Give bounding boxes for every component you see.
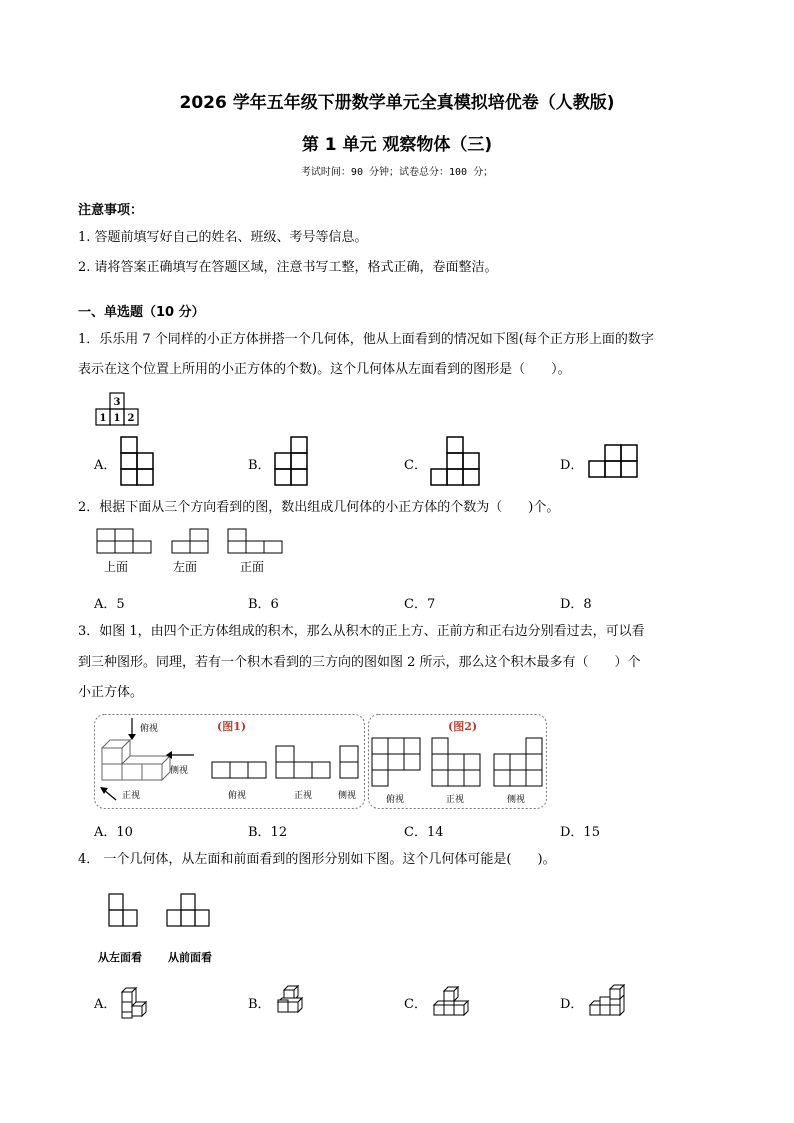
q3-figure1-title: (图1) bbox=[217, 720, 247, 733]
q4-option-b[interactable]: B． bbox=[248, 997, 271, 1012]
q3-fig1-view1-label: 俯视 bbox=[228, 791, 247, 801]
q1-num-right: 2 bbox=[127, 413, 135, 424]
q1-num-top: 3 bbox=[113, 397, 121, 408]
q2-text-line1: 2．根据下面从三个方向看到的图，数出组成几何体的小正方体的个数为（ )个。 bbox=[78, 500, 560, 515]
q1-num-left: 1 bbox=[99, 413, 107, 424]
q2-top-view-figure bbox=[96, 528, 156, 554]
q2-option-c[interactable]: C．7 bbox=[404, 597, 436, 612]
q2-option-a[interactable]: A．5 bbox=[94, 597, 125, 612]
q4-option-d[interactable]: D． bbox=[560, 997, 584, 1012]
exam-info: 考试时间：90 分钟；试卷总分：100 分； bbox=[300, 167, 494, 178]
q4-front-view-figure bbox=[166, 893, 210, 929]
q3-fig2-label-top: 俯视 bbox=[386, 795, 405, 805]
notice-item-1: 1. 答题前填写好自己的姓名、班级、考号等信息。 bbox=[78, 230, 368, 245]
q4-label-front: 从前面看 bbox=[168, 951, 212, 964]
q1-option-b[interactable]: B． bbox=[248, 458, 271, 473]
q1-text-line1: 1．乐乐用 7 个同样的小正方体拼搭一个几何体，他从上面看到的情况如下图(每个正方形上面的数字 bbox=[78, 332, 654, 347]
q3-fig1-arrow-top-label: 俯视 bbox=[140, 724, 159, 734]
q3-text-line2: 到三种图形。同理，若有一个积木看到的三方向的图如图 2 所示，那么这个积木最多有（ ）个 bbox=[78, 655, 641, 670]
q1-option-d[interactable]: D． bbox=[560, 458, 584, 473]
q1-num-middle: 1 bbox=[113, 413, 121, 424]
q3-text-line3: 小正方体。 bbox=[78, 685, 144, 700]
q1-text-line2: 表示在这个位置上所用的小正方体的个数)。这个几何体从左面看到的图形是（ ）。 bbox=[78, 362, 571, 377]
q2-label-top: 上面 bbox=[104, 560, 129, 574]
q4-option-c[interactable]: C． bbox=[404, 997, 427, 1012]
q2-left-view-figure bbox=[171, 528, 213, 554]
q3-figure2-title: (图2) bbox=[448, 720, 478, 733]
q3-option-c[interactable]: C．14 bbox=[404, 825, 444, 840]
q4-option-d-figure bbox=[588, 983, 628, 1019]
q4-option-b-figure bbox=[276, 986, 310, 1020]
q2-front-view-figure bbox=[227, 528, 287, 554]
q1-option-a[interactable]: A． bbox=[94, 458, 117, 473]
q1-option-a-figure bbox=[120, 436, 154, 486]
q3-option-a[interactable]: A．10 bbox=[94, 825, 133, 840]
notice-heading: 注意事项： bbox=[78, 203, 144, 218]
q4-label-left: 从左面看 bbox=[98, 951, 142, 964]
q2-label-front: 正面 bbox=[240, 560, 265, 574]
q4-text-line1: 4． 一个几何体，从左面和前面看到的图形分别如下图。这个几何体可能是( )。 bbox=[78, 852, 556, 867]
q1-option-c[interactable]: C． bbox=[404, 458, 427, 473]
q3-text-line1: 3．如图 1，由四个正方体组成的积木，那么从积木的正上方、正前方和正右边分别看过去，可以看 bbox=[78, 624, 645, 639]
q1-option-c-figure bbox=[430, 436, 480, 486]
q4-option-a[interactable]: A． bbox=[94, 997, 117, 1012]
q3-fig1-view3-label: 侧视 bbox=[338, 791, 357, 801]
q2-option-d[interactable]: D．8 bbox=[560, 597, 592, 612]
section-heading: 一、单选题（10 分） bbox=[78, 305, 205, 320]
q1-top-view-figure bbox=[96, 393, 146, 427]
q4-option-c-figure bbox=[432, 983, 472, 1019]
unit-title: 第 1 单元 观察物体（三) bbox=[301, 135, 493, 155]
exam-title: 2026 学年五年级下册数学单元全真模拟培优卷（人教版) bbox=[179, 93, 615, 113]
notice-item-2: 2. 请将答案正确填写在答题区域，注意书写工整，格式正确，卷面整洁。 bbox=[78, 260, 498, 275]
q1-option-b-figure bbox=[274, 436, 308, 486]
q3-fig2-label-front: 正视 bbox=[446, 795, 465, 805]
q2-label-left: 左面 bbox=[173, 560, 198, 574]
q3-fig1-arrow-front-label: 正视 bbox=[122, 791, 141, 801]
q4-left-view-figure bbox=[108, 893, 140, 929]
q3-fig1-arrow-side-label: 侧视 bbox=[170, 766, 189, 776]
q3-option-b[interactable]: B．12 bbox=[248, 825, 288, 840]
q3-fig1-view2-label: 正视 bbox=[294, 791, 313, 801]
q3-fig2-label-side: 侧视 bbox=[507, 795, 526, 805]
q3-option-d[interactable]: D．15 bbox=[560, 825, 600, 840]
q1-option-d-figure bbox=[588, 444, 638, 478]
q4-option-a-figure bbox=[120, 986, 150, 1020]
q2-option-b[interactable]: B．6 bbox=[248, 597, 279, 612]
